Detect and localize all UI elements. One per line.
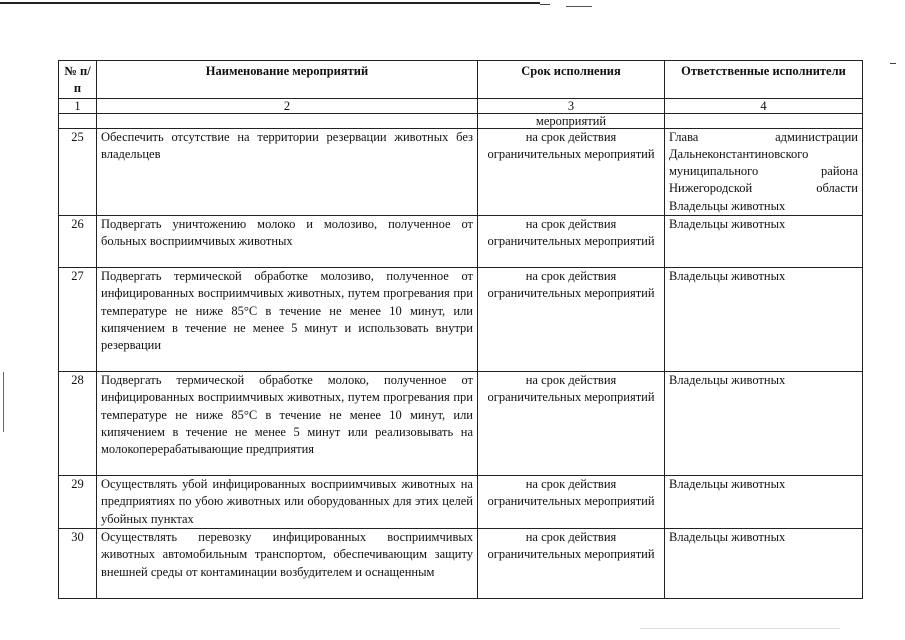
measure-term: на срок действия ограничительных мероприятий xyxy=(478,476,665,529)
column-index: 3 xyxy=(478,98,665,113)
measure-name: Осуществлять убой инфицированных восприимчивых животных на предприятиях по убою животных или оборудованных для этих целей убойных пунктах xyxy=(97,476,478,529)
column-index: 2 xyxy=(97,98,478,113)
header-term: Срок исполнения xyxy=(478,61,665,99)
row-number: 26 xyxy=(59,216,97,268)
header-num: № п/п xyxy=(59,61,97,99)
carry-over-row xyxy=(59,113,863,128)
row-number: 27 xyxy=(59,268,97,372)
measure-responsible: Владельцы животных xyxy=(665,529,863,599)
measure-responsible: Владельцы животных xyxy=(665,372,863,476)
table-row xyxy=(59,268,863,372)
measure-responsible: Владельцы животных xyxy=(665,476,863,529)
header-resp: Ответственные исполнители xyxy=(665,61,863,99)
measure-responsible: Глава администрации Дальнеконстантиновского муниципального района Нижегородской области Владельцы животных xyxy=(665,128,863,215)
measure-name: Подвергать уничтожению молоко и молозиво, полученное от больных восприимчивых животных xyxy=(97,216,478,268)
measure-responsible: Владельцы животных xyxy=(665,216,863,268)
column-index-row xyxy=(59,98,863,113)
scan-artifact-dash xyxy=(890,63,896,64)
measure-term: на срок действия ограничительных мероприятий xyxy=(478,216,665,268)
scan-artifact-bottom xyxy=(640,628,840,629)
header-row xyxy=(59,61,863,99)
scan-artifact-top xyxy=(0,0,905,8)
column-index: 1 xyxy=(59,98,97,113)
column-index: 4 xyxy=(665,98,863,113)
measure-term: на срок действия ограничительных мероприятий xyxy=(478,268,665,372)
measure-term: на срок действия ограничительных мероприятий xyxy=(478,128,665,215)
table-row xyxy=(59,529,863,599)
row-number: 25 xyxy=(59,128,97,215)
measure-term: на срок действия ограничительных мероприятий xyxy=(478,372,665,476)
table-row xyxy=(59,128,863,215)
row-number: 29 xyxy=(59,476,97,529)
measure-term: на срок действия ограничительных мероприятий xyxy=(478,529,665,599)
measure-name: Подвергать термической обработке молозиво, полученное от инфицированных восприимчивых животных, путем прогревания при температуре не ниже 85°С в течение не менее 10 минут, или кипячением в течение не менее 5 минут и использовать внутри резервации xyxy=(97,268,478,372)
carry-over-term: мероприятий xyxy=(478,113,665,128)
measures-table xyxy=(58,60,863,599)
row-number: 30 xyxy=(59,529,97,599)
table-row xyxy=(59,216,863,268)
table-row xyxy=(59,372,863,476)
row-number: 28 xyxy=(59,372,97,476)
header-name: Наименование мероприятий xyxy=(97,61,478,99)
measure-name: Подвергать термической обработке молоко, полученное от инфицированных восприимчивых животных, путем прогревания при температуре не ниже 85°С в течение не менее 10 минут, или кипячением в течение не менее 5 минут или реализовывать на молокоперерабатывающие предприятия xyxy=(97,372,478,476)
measure-responsible: Владельцы животных xyxy=(665,268,863,372)
measure-name: Обеспечить отсутствие на территории резервации животных без владельцев xyxy=(97,128,478,215)
measure-name: Осуществлять перевозку инфицированных восприимчивых животных автомобильным транспортом, обеспечивающим защиту внешней среды от контаминации возбудителем и оснащенным xyxy=(97,529,478,599)
table-row xyxy=(59,476,863,529)
scan-artifact-left xyxy=(3,372,4,432)
